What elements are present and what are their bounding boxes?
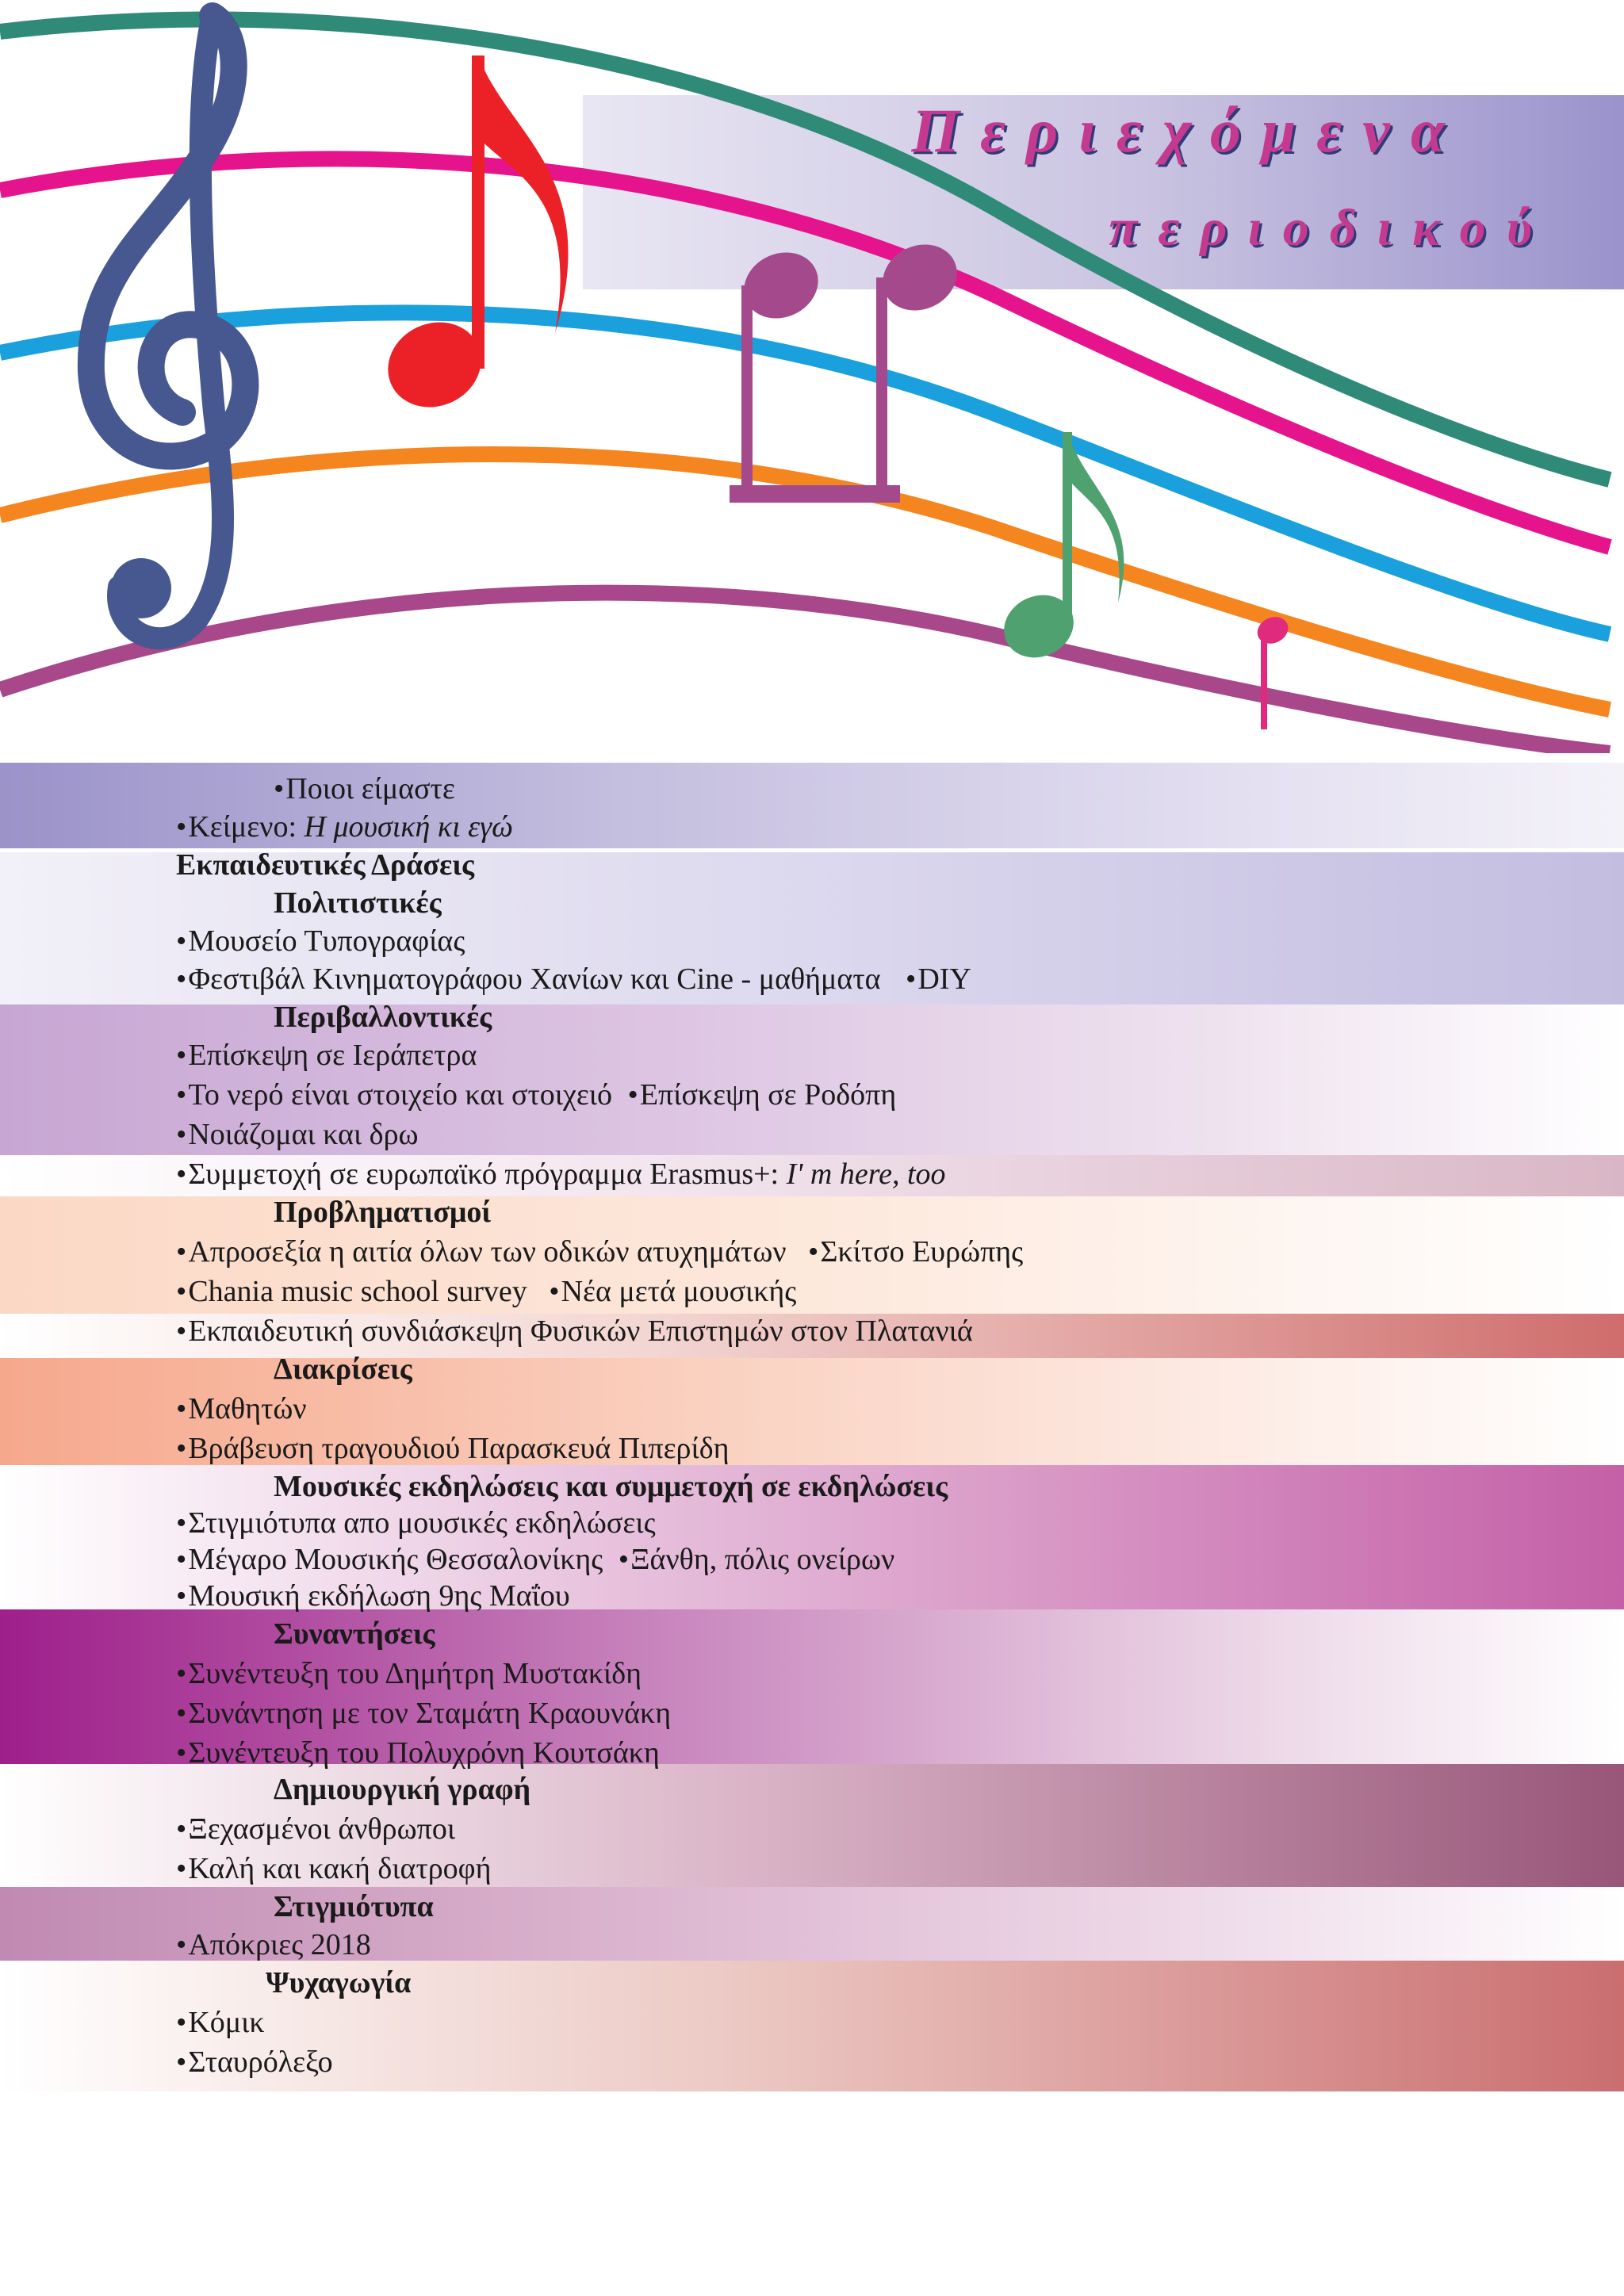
section-subheading: Περιβαλλοντικές (274, 1001, 492, 1034)
bullet: • (176, 1657, 187, 1690)
bullet: • (176, 1118, 187, 1151)
staff-line-purple (0, 593, 1610, 753)
list-item-italic: I' m here, too (786, 1158, 946, 1191)
list-item[interactable] (274, 771, 455, 807)
page-title-line-2: περιοδικού (1109, 199, 1553, 257)
list-item-label: Κόμικ (188, 2006, 265, 2039)
bullet: • (176, 1392, 187, 1425)
list-item[interactable] (176, 1077, 896, 1113)
list-item-label: Καλή και κακή διατροφή (188, 1852, 492, 1885)
bullet: • (176, 1078, 187, 1112)
bullet: • (176, 1314, 187, 1348)
list-item-label: Ποιοι είμαστε (285, 772, 455, 806)
list-item-label: Μουσείο Τυπογραφίας (188, 924, 465, 958)
list-item-label: Το νερό είναι στοιχείο και στοιχειό (188, 1078, 613, 1112)
list-item-label: Βράβευση τραγουδιού Παρασκευά Πιπερίδη (188, 1432, 730, 1465)
list-item[interactable] (176, 1655, 642, 1692)
section-subheading: Πολιτιστικές (274, 886, 442, 920)
list-item-label: Απόκριες 2018 (188, 1928, 371, 1961)
list-item[interactable] (176, 1156, 946, 1192)
list-item[interactable] (176, 809, 513, 845)
bullet: • (176, 1852, 187, 1885)
list-item-label: Στιγμιότυπα απο μουσικές εκδηλώσεις (188, 1506, 656, 1540)
bullet: • (176, 1928, 187, 1961)
bullet: • (176, 1039, 187, 1072)
list-item-label: Ξεχασμένοι άνθρωποι (188, 1812, 456, 1846)
list-item-label: Συνέντευξη του Δημήτρη Μυστακίδη (188, 1657, 642, 1690)
list-item[interactable] (176, 1234, 1023, 1270)
list-item-label: Νέα μετά μουσικής (561, 1275, 797, 1308)
list-item-label: Επίσκεψη σε Ιεράπετρα (188, 1039, 477, 1072)
list-item[interactable] (176, 1505, 656, 1541)
list-item[interactable] (176, 1811, 455, 1847)
list-item[interactable] (176, 1391, 307, 1427)
list-item-label: Συμμετοχή σε ευρωπαϊκό πρόγραμμα Erasmus+: (188, 1158, 787, 1191)
list-item[interactable] (176, 1735, 660, 1771)
list-item-label: Νοιάζομαι και δρω (188, 1118, 419, 1151)
list-item[interactable] (176, 961, 971, 997)
section-subheading: Στιγμιότυπα (274, 1890, 434, 1923)
section-subheading: Διακρίσεις (274, 1353, 412, 1386)
list-item[interactable] (176, 1541, 894, 1578)
bullet: • (274, 772, 285, 806)
section-subheading: Ψυχαγωγία (266, 1966, 412, 1999)
bullet: • (808, 1235, 819, 1269)
list-item[interactable] (176, 1850, 491, 1887)
bullet: • (906, 962, 917, 996)
list-item-label: Απροσεξία η αιτία όλων των οδικών ατυχημάτων (188, 1235, 787, 1269)
bullet: • (549, 1275, 560, 1308)
bullet: • (176, 2006, 187, 2039)
bullet: • (627, 1078, 638, 1112)
bullet: • (176, 1432, 187, 1465)
list-item[interactable] (176, 1578, 570, 1614)
list-item[interactable] (176, 1273, 796, 1310)
section-subheading: Μουσικές εκδηλώσεις και συμμετοχή σε εκδηλώσεις (274, 1470, 948, 1503)
list-item-label: Μουσική εκδήλωση 9ης Μαΐου (188, 1579, 570, 1613)
eighth-note-icon (374, 55, 569, 422)
list-item-italic: Η μουσική κι εγώ (304, 810, 513, 844)
list-item-label: Φεστιβάλ Κινηματογράφου Χανίων και Cine - μαθήματα (188, 962, 881, 996)
list-item-label: Μέγαρο Μουσικής Θεσσαλονίκης (188, 1543, 603, 1576)
list-item[interactable] (176, 1927, 371, 1963)
bullet: • (176, 1158, 187, 1191)
bullet: • (176, 1506, 187, 1540)
quarter-note-icon (1253, 612, 1293, 729)
page-title-line-1: Περιεχόμενα (911, 96, 1465, 165)
bullet: • (176, 924, 187, 958)
bullet: • (176, 1579, 187, 1613)
list-item-label: Επίσκεψη σε Ροδόπη (639, 1078, 897, 1112)
bullet: • (176, 1697, 187, 1730)
list-item[interactable] (176, 1313, 973, 1349)
bullet: • (176, 1736, 187, 1770)
list-item-label: DIY (917, 962, 971, 996)
bullet: • (176, 1812, 187, 1846)
list-item-label: Chania music school survey (188, 1275, 527, 1308)
list-item[interactable] (176, 1430, 730, 1467)
list-item[interactable] (176, 2004, 265, 2041)
section-subheading: Δημιουργική γραφή (274, 1773, 531, 1806)
list-item-label: Ξάνθη, πόλις ονείρων (630, 1543, 895, 1576)
list-item[interactable] (176, 1037, 477, 1073)
list-item-label: Σκίτσο Ευρώπης (820, 1235, 1024, 1269)
list-item-label: Συνάντηση με τον Σταμάτη Κραουνάκη (188, 1697, 672, 1730)
section-subheading: Συναντήσεις (274, 1617, 435, 1651)
list-item[interactable] (176, 1695, 671, 1732)
bullet: • (176, 1275, 187, 1308)
bullet: • (176, 810, 187, 844)
bullet: • (176, 1235, 187, 1269)
list-item-label: Κείμενο: (188, 810, 304, 844)
bullet: • (176, 962, 187, 996)
list-item-label: Μαθητών (188, 1392, 307, 1425)
section-heading: Εκπαιδευτικές Δράσεις (176, 848, 475, 882)
list-item-label: Συνέντευξη του Πολυχρόνη Κουτσάκη (188, 1736, 660, 1770)
bullet: • (176, 1543, 187, 1576)
section-subheading: Προβληματισμοί (274, 1196, 492, 1229)
list-item[interactable] (176, 1116, 419, 1153)
bullet: • (176, 2045, 187, 2079)
list-item-label: Εκπαιδευτική συνδιάσκεψη Φυσικών Επιστημών στον Πλατανιά (188, 1314, 973, 1348)
list-item[interactable] (176, 923, 465, 959)
list-item-label: Σταυρόλεξο (188, 2045, 333, 2079)
bullet: • (618, 1543, 630, 1576)
list-item[interactable] (176, 2044, 333, 2080)
